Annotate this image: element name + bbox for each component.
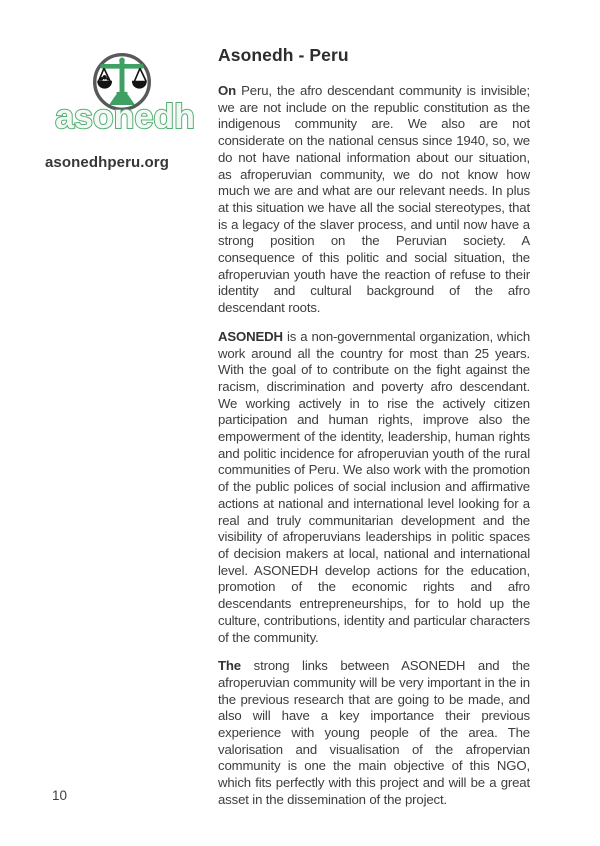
asonedh-wordmark-text: asonedh [55,98,195,136]
paragraph-3 [218,658,530,808]
paragraph-2 [218,329,530,646]
paragraph-2-body: is a non-governmental organization, which work around all the country for most than 25 years. With the goal of to contribute on the fight against the racism, discrimination and poverty afro descendant. We working actively in to rise the actively citizen participation and human rights, improve also the empowerment of the identity, leadership, human rights and politic incidence for afroperuvian youth of the rural communities of Peru. We also work with the promotion of the public polices of social inclusion and affirmative actions at national and international level looking for a real and truly communitarian development and the visibility of afroperuvians leaderships in politic spaces of decision makers at local, national and international level. ASONEDH develop actions for the education, promotion of the economic rights and afro descendants entrepreneurships, for to hold up the culture, contributions, identity and particular characters of the community. [218,328,530,645]
website-url: asonedhperu.org [44,154,169,171]
paragraph-3-lead: The [218,658,241,674]
paragraph-1 [218,83,530,317]
asonedh-wordmark [40,96,210,138]
page-number: 10 [52,788,68,803]
organization-logo-block [0,0,215,300]
section-title: Asonedh - Peru [218,45,349,65]
paragraph-1-lead: On [218,83,237,98]
paragraph-3-body: strong links between ASONEDH and the afroperuvian community will be very important in the in the previous research that are going to be made, and also will have a key importance their previous experience with young people of the area. The valorisation and visualisation of the afropervian community is one the main objective of this NGO, which fits perfectly with this project and will be a great asset in the dissemination of the project. [218,658,530,807]
paragraph-2-lead: ASONEDH [218,328,283,344]
main-text-column [218,45,530,821]
paragraph-1-body: Peru, the afro descendant community is invisible; we are not include on the republic constitution as the indigenous community are. We also are not considerate on the national census since 1940, so, we do not have national information about our situation, as afroperuvian community, we do not know how much we are and what are our relevant needs. In plus at this situation we have all the social stereotypes, that is a legacy of the slaver process, and until now have a strong position on the Peruvian society. A consequence of this politic and social situation, the afroperuvian youth have the reaction of refuse to their identity and cultural background of the afro descendant roots. [218,83,530,316]
